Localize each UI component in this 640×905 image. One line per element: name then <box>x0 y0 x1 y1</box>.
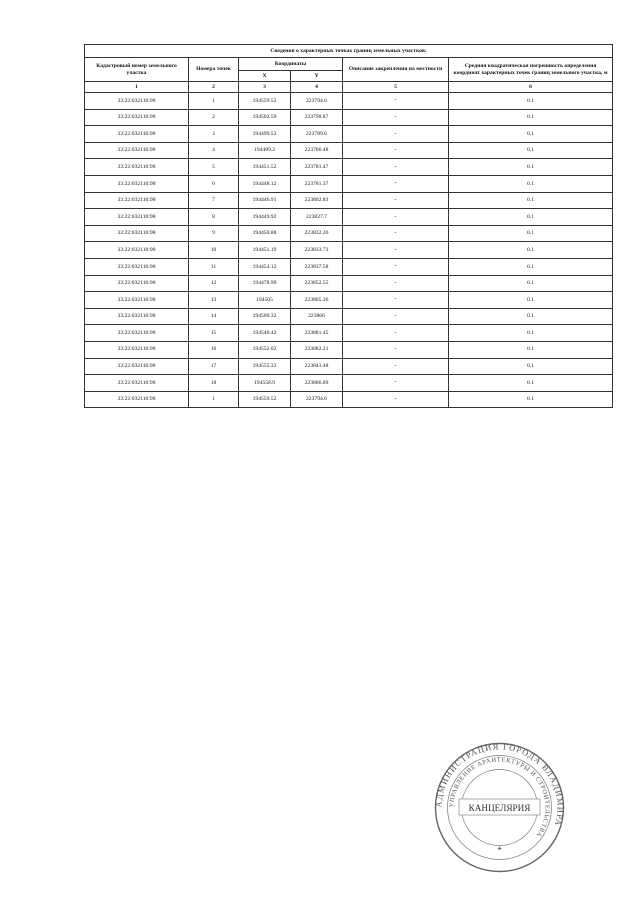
header-y: Y <box>291 71 343 82</box>
y-coordinate-cell: 223781.37 <box>291 175 343 192</box>
accuracy-cell: 0.1 <box>449 175 613 192</box>
cadastral-number-cell: 33:22:032110:98 <box>85 93 189 110</box>
point-number-cell: 7 <box>189 192 239 209</box>
accuracy-cell: 0.1 <box>449 242 613 259</box>
description-cell: - <box>343 275 449 292</box>
description-cell: - <box>343 109 449 126</box>
point-number-cell: 9 <box>189 225 239 242</box>
stamp-star-icon: ✦ <box>496 845 503 853</box>
table-row <box>85 258 613 275</box>
cadastral-number-cell: 33:22:032110:98 <box>85 341 189 358</box>
y-coordinate-cell: 223865.36 <box>291 292 343 309</box>
stamp-inner-text: УПРАВЛЕНИЕ АРХИТЕКТУРЫ И СТРОИТЕЛЬСТВА <box>448 756 551 839</box>
accuracy-cell: 0.1 <box>449 225 613 242</box>
description-cell: - <box>343 258 449 275</box>
description-cell: - <box>343 391 449 408</box>
table-row <box>85 109 613 126</box>
cadastral-number-cell: 33:22:032110:98 <box>85 175 189 192</box>
point-number-cell: 17 <box>189 358 239 375</box>
y-coordinate-cell: 223789.6 <box>291 126 343 143</box>
description-cell: - <box>343 341 449 358</box>
cadastral-number-cell: 33:22:032110:98 <box>85 242 189 259</box>
y-coordinate-cell: 223802.83 <box>291 192 343 209</box>
table-row <box>85 391 613 408</box>
stamp-outer-text: АДМИНИСТРАЦИЯ ГОРОДА ВЛАДИМИРА <box>434 742 565 828</box>
cadastral-number-cell: 33:22:032110:98 <box>85 209 189 226</box>
y-coordinate-cell: 223843.48 <box>291 358 343 375</box>
boundary-points-sheet <box>84 44 612 408</box>
column-number: 5 <box>343 82 449 93</box>
accuracy-cell: 0.1 <box>449 292 613 309</box>
header-point-number: Номера точек <box>189 58 239 82</box>
y-coordinate-cell: 223781.47 <box>291 159 343 176</box>
column-number-row <box>85 82 613 93</box>
y-coordinate-cell: 223881.45 <box>291 325 343 342</box>
table-row <box>85 325 613 342</box>
x-coordinate-cell: 194559.52 <box>239 391 291 408</box>
table-row <box>85 292 613 309</box>
y-coordinate-cell: 223837.58 <box>291 258 343 275</box>
x-coordinate-cell: 194489.2 <box>239 142 291 159</box>
point-number-cell: 10 <box>189 242 239 259</box>
header-x: X <box>239 71 291 82</box>
point-number-cell: 11 <box>189 258 239 275</box>
table-row <box>85 275 613 292</box>
y-coordinate-cell: 223832.26 <box>291 225 343 242</box>
x-coordinate-cell: 194502.59 <box>239 109 291 126</box>
y-coordinate-cell: 223790.87 <box>291 109 343 126</box>
accuracy-cell: 0.1 <box>449 341 613 358</box>
x-coordinate-cell: 194451.19 <box>239 242 291 259</box>
description-cell: - <box>343 325 449 342</box>
cadastral-number-cell: 33:22:032110:98 <box>85 292 189 309</box>
cadastral-number-cell: 33:22:032110:98 <box>85 109 189 126</box>
point-number-cell: 3 <box>189 126 239 143</box>
description-cell: - <box>343 375 449 392</box>
cadastral-number-cell: 33:22:032110:98 <box>85 275 189 292</box>
description-cell: - <box>343 358 449 375</box>
y-coordinate-cell: 223866 <box>291 308 343 325</box>
header-cadastral-number: Кадастровый номер земельного участка <box>85 58 189 82</box>
cadastral-number-cell: 33:22:032110:98 <box>85 126 189 143</box>
x-coordinate-cell: 194454.12 <box>239 258 291 275</box>
point-number-cell: 13 <box>189 292 239 309</box>
cadastral-number-cell: 33:22:032110:98 <box>85 192 189 209</box>
x-coordinate-cell: 194478.99 <box>239 275 291 292</box>
description-cell: - <box>343 175 449 192</box>
point-number-cell: 1 <box>189 391 239 408</box>
table-row <box>85 209 613 226</box>
description-cell: - <box>343 209 449 226</box>
boundary-points-table <box>84 44 613 408</box>
accuracy-cell: 0.1 <box>449 159 613 176</box>
column-number: 2 <box>189 82 239 93</box>
x-coordinate-cell: 194558.9 <box>239 375 291 392</box>
point-number-cell: 5 <box>189 159 239 176</box>
cadastral-number-cell: 33:22:032110:98 <box>85 225 189 242</box>
point-number-cell: 16 <box>189 341 239 358</box>
accuracy-cell: 0.1 <box>449 126 613 143</box>
point-number-cell: 2 <box>189 109 239 126</box>
x-coordinate-cell: 194448.12 <box>239 175 291 192</box>
y-coordinate-cell: 223852.55 <box>291 275 343 292</box>
cadastral-number-cell: 33:22:032110:98 <box>85 308 189 325</box>
accuracy-cell: 0.1 <box>449 275 613 292</box>
description-cell: - <box>343 142 449 159</box>
x-coordinate-cell: 194540.42 <box>239 325 291 342</box>
description-cell: - <box>343 192 449 209</box>
stamp-center-text: КАНЦЕЛЯРИЯ <box>468 803 531 813</box>
x-coordinate-cell: 194555.33 <box>239 358 291 375</box>
accuracy-cell: 0.1 <box>449 391 613 408</box>
column-number: 6 <box>449 82 613 93</box>
y-coordinate-cell: 223882.21 <box>291 341 343 358</box>
description-cell: - <box>343 308 449 325</box>
description-cell: - <box>343 242 449 259</box>
cadastral-number-cell: 33:22:032110:98 <box>85 375 189 392</box>
x-coordinate-cell: 194505 <box>239 292 291 309</box>
header-accuracy: Средняя квадратическая погрешность определения координат характерных точек границ земельного участка, м <box>449 58 613 82</box>
point-number-cell: 1 <box>189 93 239 110</box>
cadastral-number-cell: 33:22:032110:98 <box>85 391 189 408</box>
point-number-cell: 14 <box>189 308 239 325</box>
point-number-cell: 18 <box>189 375 239 392</box>
cadastral-number-cell: 33:22:032110:98 <box>85 159 189 176</box>
table-row <box>85 308 613 325</box>
y-coordinate-cell: 223806.89 <box>291 375 343 392</box>
description-cell: - <box>343 159 449 176</box>
point-number-cell: 8 <box>189 209 239 226</box>
table-row <box>85 358 613 375</box>
description-cell: - <box>343 93 449 110</box>
x-coordinate-cell: 194451.52 <box>239 159 291 176</box>
header-description: Описание закрепления на местности <box>343 58 449 82</box>
accuracy-cell: 0.1 <box>449 358 613 375</box>
accuracy-cell: 0.1 <box>449 325 613 342</box>
accuracy-cell: 0.1 <box>449 375 613 392</box>
column-number: 4 <box>291 82 343 93</box>
x-coordinate-cell: 194499.53 <box>239 126 291 143</box>
table-row <box>85 93 613 110</box>
x-coordinate-cell: 194449.92 <box>239 209 291 226</box>
table-row <box>85 341 613 358</box>
table-body <box>85 93 613 408</box>
table-row <box>85 175 613 192</box>
y-coordinate-cell: 223786.48 <box>291 142 343 159</box>
description-cell: - <box>343 225 449 242</box>
column-number: 1 <box>85 82 189 93</box>
description-cell: - <box>343 126 449 143</box>
accuracy-cell: 0.1 <box>449 258 613 275</box>
table-row <box>85 225 613 242</box>
column-number: 3 <box>239 82 291 93</box>
chancellery-stamp <box>432 740 567 875</box>
accuracy-cell: 0.1 <box>449 109 613 126</box>
y-coordinate-cell: 223827.7 <box>291 209 343 226</box>
table-row <box>85 375 613 392</box>
x-coordinate-cell: 194559.52 <box>239 93 291 110</box>
y-coordinate-cell: 223794.6 <box>291 391 343 408</box>
x-coordinate-cell: 194552.02 <box>239 341 291 358</box>
accuracy-cell: 0.1 <box>449 93 613 110</box>
table-caption: Сведения о характерных точках границ земельных участков: <box>85 45 613 58</box>
cadastral-number-cell: 33:22:032110:98 <box>85 142 189 159</box>
y-coordinate-cell: 223794.6 <box>291 93 343 110</box>
accuracy-cell: 0.1 <box>449 209 613 226</box>
accuracy-cell: 0.1 <box>449 142 613 159</box>
header-coordinates: Координаты <box>239 58 343 71</box>
svg-text:УПРАВЛЕНИЕ АРХИТЕКТУРЫ И СТРОИ <box>448 756 550 838</box>
x-coordinate-cell: 194450.88 <box>239 225 291 242</box>
description-cell: - <box>343 292 449 309</box>
table-row <box>85 159 613 176</box>
x-coordinate-cell: 194509.32 <box>239 308 291 325</box>
y-coordinate-cell: 223833.73 <box>291 242 343 259</box>
table-row <box>85 242 613 259</box>
cadastral-number-cell: 33:22:032110:98 <box>85 358 189 375</box>
point-number-cell: 12 <box>189 275 239 292</box>
table-row <box>85 192 613 209</box>
accuracy-cell: 0.1 <box>449 192 613 209</box>
table-row <box>85 142 613 159</box>
cadastral-number-cell: 33:22:032110:98 <box>85 325 189 342</box>
x-coordinate-cell: 194446.91 <box>239 192 291 209</box>
point-number-cell: 6 <box>189 175 239 192</box>
table-row <box>85 126 613 143</box>
accuracy-cell: 0.1 <box>449 308 613 325</box>
cadastral-number-cell: 33:22:032110:98 <box>85 258 189 275</box>
point-number-cell: 4 <box>189 142 239 159</box>
point-number-cell: 15 <box>189 325 239 342</box>
